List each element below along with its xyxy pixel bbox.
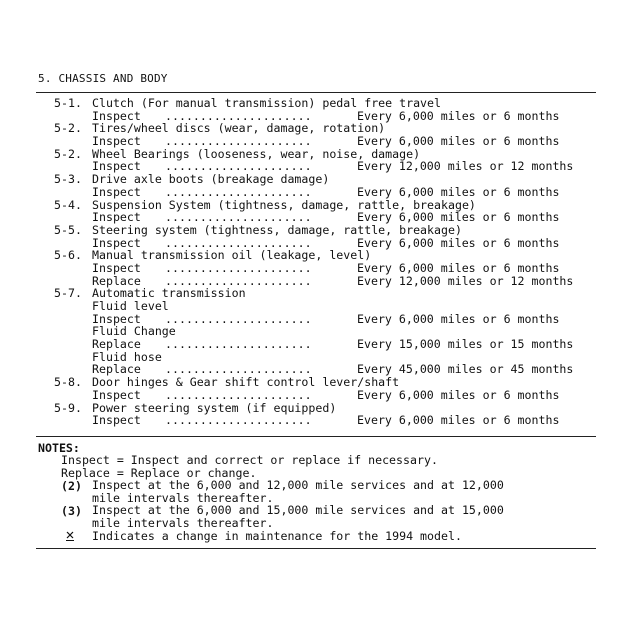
item-number: 5-5. (54, 222, 82, 237)
notes-divider (36, 436, 596, 437)
notes-heading: NOTES: (38, 441, 80, 455)
service-interval: Every 6,000 miles or 6 months (357, 235, 560, 250)
schedule-item-detail (0, 389, 640, 402)
leader-dots: ..................... (165, 159, 312, 174)
schedule-item-detail (0, 414, 640, 427)
schedule-item-detail (0, 262, 640, 275)
leader-dots: ..................... (165, 210, 312, 225)
leader-dots: ..................... (165, 134, 312, 149)
schedule-item-heading (0, 376, 640, 389)
item-text: Drive axle boots (breakage damage) (92, 172, 330, 187)
service-interval: Every 12,000 miles or 12 months (357, 159, 574, 174)
item-text: Inspect (92, 159, 141, 174)
bottom-divider (36, 548, 596, 549)
item-text: Inspect (92, 210, 141, 225)
item-number: 5-1. (54, 96, 82, 110)
leader-dots: ..................... (165, 413, 312, 428)
item-text: Inspect (92, 235, 141, 250)
service-interval: Every 6,000 miles or 6 months (357, 413, 560, 428)
item-text: Power steering system (if equipped) (92, 400, 337, 415)
item-text: Fluid level (92, 299, 169, 313)
item-text: Replace (92, 273, 141, 288)
item-text: Wheel Bearings (looseness, wear, noise, damage) (92, 146, 421, 161)
service-interval: Every 15,000 miles or 15 months (357, 337, 574, 352)
replace-definition: Replace = Replace or change. (61, 465, 257, 480)
note-2-line-1: Inspect at the 6,000 and 12,000 mile services and at 12,000 (92, 478, 504, 492)
item-number: 5-8. (54, 375, 82, 390)
leader-dots: ..................... (165, 311, 312, 326)
top-divider (36, 92, 596, 93)
schedule-item-detail (0, 135, 640, 148)
item-text: Tires/wheel discs (wear, damage, rotation) (92, 121, 386, 136)
leader-dots: ..................... (165, 273, 312, 288)
leader-dots: ..................... (165, 184, 312, 199)
item-text: Steering system (tightness, damage, rattle, breakage) (92, 222, 462, 237)
service-interval: Every 6,000 miles or 6 months (357, 134, 560, 149)
item-text: Clutch (For manual transmission) pedal free travel (92, 96, 442, 110)
item-number: 5-3. (54, 172, 82, 187)
schedule-item-heading (0, 173, 640, 186)
service-interval: Every 6,000 miles or 6 months (357, 184, 560, 199)
item-text: Manual transmission oil (leakage, level) (92, 248, 372, 263)
leader-dots: ..................... (165, 362, 312, 377)
item-text: Inspect (92, 413, 141, 428)
inspect-definition: Inspect = Inspect and correct or replace if necessary. (61, 453, 438, 467)
item-number: 5-4. (54, 197, 82, 212)
item-text: Inspect (92, 108, 141, 123)
note-3-line-2: mile intervals thereafter. (92, 515, 274, 530)
leader-dots: ..................... (165, 260, 312, 275)
leader-dots: ..................... (165, 337, 312, 352)
note-3-marker: (3) (61, 504, 82, 518)
leader-dots: ..................... (165, 235, 312, 250)
item-text: Inspect (92, 260, 141, 275)
item-number: 5-2. (54, 146, 82, 161)
item-text: Replace (92, 362, 141, 377)
note-3-line-1: Inspect at the 6,000 and 15,000 mile services and at 15,000 (92, 503, 504, 517)
item-number: 5-9. (54, 400, 82, 415)
item-text: Inspect (92, 184, 141, 199)
item-number: 5-7. (54, 286, 82, 301)
schedule-item-detail (0, 338, 640, 351)
item-text: Fluid Change (92, 324, 176, 339)
item-text: Inspect (92, 387, 141, 402)
schedule-item-detail (0, 186, 640, 199)
schedule-list (0, 97, 640, 427)
service-interval: Every 12,000 miles or 12 months (357, 273, 574, 288)
item-text: Replace (92, 337, 141, 352)
x-change-mark-icon (64, 530, 76, 542)
item-text: Suspension System (tightness, damage, rattle, breakage) (92, 197, 476, 212)
item-text: Fluid hose (92, 349, 162, 364)
note-2-marker: (2) (61, 479, 82, 493)
service-interval: Every 6,000 miles or 6 months (357, 108, 560, 123)
leader-dots: ..................... (165, 387, 312, 402)
item-text: Door hinges & Gear shift control lever/shaft (92, 375, 400, 390)
section-title: 5. CHASSIS AND BODY (38, 72, 168, 85)
schedule-item-detail (0, 300, 640, 313)
schedule-item-detail (0, 211, 640, 224)
schedule-item-heading (0, 224, 640, 237)
item-text: Inspect (92, 134, 141, 149)
item-text: Automatic transmission (92, 286, 246, 301)
item-text: Inspect (92, 311, 141, 326)
leader-dots: ..................... (165, 108, 312, 123)
note-2-line-2: mile intervals thereafter. (92, 490, 274, 505)
item-number: 5-2. (54, 121, 82, 136)
service-interval: Every 6,000 miles or 6 months (357, 387, 560, 402)
service-interval: Every 6,000 miles or 6 months (357, 260, 560, 275)
item-number: 5-6. (54, 248, 82, 263)
change-indicator-text: Indicates a change in maintenance for the 1994 model. (92, 529, 462, 543)
schedule-item-heading (0, 97, 640, 110)
service-interval: Every 6,000 miles or 6 months (357, 311, 560, 326)
service-interval: Every 6,000 miles or 6 months (357, 210, 560, 225)
service-interval: Every 45,000 miles or 45 months (357, 362, 574, 377)
